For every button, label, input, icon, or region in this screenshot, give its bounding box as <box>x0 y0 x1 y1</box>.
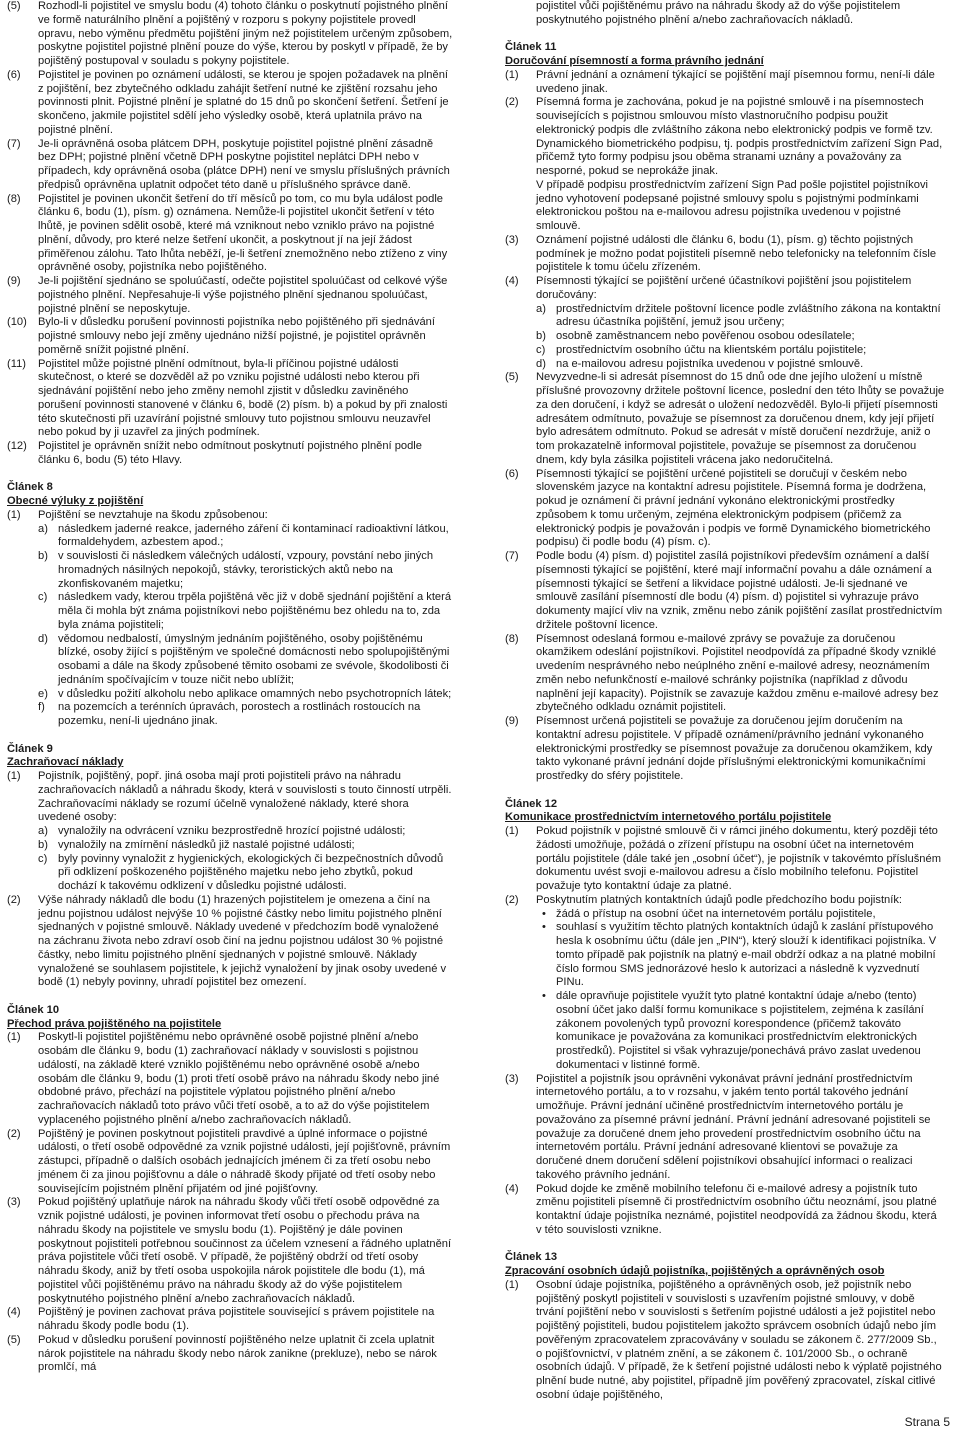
article-8 <box>7 481 453 729</box>
clause-item <box>7 0 453 69</box>
sub-item <box>38 839 453 853</box>
clause-number: (10) <box>7 316 27 329</box>
sub-item-text: prostřednictvím držitele poštovní licence podle zvláštního zákona na kontaktní adresu účastníka pojištění, jemuž jsou určeny; <box>556 302 941 329</box>
clause-number: (3) <box>505 1072 519 1085</box>
clause-text: Pojistník, pojištěný, popř. jiná osoba mají proti pojistiteli právo na náhradu zachraňovacích nákladů a náhradu škody, která v souvislosti s touto činností utrpěli. Zachraňovacími náklady se rozumí účelně vynaložené náklady, které shora uvedené osoby: <box>38 770 452 824</box>
sub-item-text: na pozemcích a terénních úpravách, porostech a rostlinách rostoucích na pozemku, není-li ujednáno jinak. <box>58 701 421 727</box>
sub-item-letter: b) <box>38 838 48 851</box>
sub-item-text: osobně zaměstnancem nebo pověřenou osobou odesílatele; <box>556 330 855 342</box>
clause-item <box>505 1073 945 1183</box>
clause-item <box>505 715 945 784</box>
clause-text: Písemnosti týkající se pojištění určené účastníkovi pojištění jsou pojistitelem doručovány: <box>536 275 912 301</box>
article-10-number: Článek 10 <box>7 1003 60 1016</box>
clause-number: (6) <box>505 467 519 480</box>
clause-item <box>505 825 945 894</box>
sub-item-letter: f) <box>38 701 45 714</box>
clause-text: Právní jednání a oznámení týkající se pojištění mají písemnou formu, není-li dále uvedeno jinak. <box>536 68 935 95</box>
clause-text: Pokud pojistník v pojistné smlouvě či v rámci jiného dokumentu, který později této žádosti umožňuje, požádá o zřízení přístupu na osobní účet na internetovém portálu pojistitele (dále také jen „osobní účet“), je pojistník v takovémto příslušném dokumentu uvést svoji e-mailovou adresu a číslo mobilního telefonu. Pojistitel považuje tyto kontaktní údaje za platné. <box>536 825 941 892</box>
clause-paragraph <box>505 179 945 234</box>
clause-text: Nevyzvedne-li si adresát písemnost do 15 dnů ode dne jejího uložení u místně příslušné provozovny držitele poštovní licence, poslední den této lhůty se považuje za den doručení, i když se adresát o uložení nedozvěděl. Bylo-li přijetí písemnosti adresátem odmítnuto, považuje se písemnost za doručenou dnem, kdy její přijetí bylo adresátem odmítnuto. Pokud se adresát v místě doručení nezdržuje, aniž o tom prokazatelně informoval pojistitele, považuje se písemnost za doručenou dnem, kdy byla zásilka pojistiteli vrácena jako nedoručitelná. <box>536 371 945 466</box>
sub-item-text: následkem jaderné reakce, jaderného záření či kontaminací radioaktivní látkou, formaldehydem, azbestem apod.; <box>58 522 449 549</box>
clause-number: (1) <box>505 68 519 81</box>
clause-text: Písemnosti týkající se pojištění určené pojistiteli se doručují v českém nebo slovenském jazyce na kontaktní adresu pojistitele. Písemná forma je dodržena, pokud je oznámení či právní jednání vykonáno elektronickými prostředky způsobem k tomu určeným, zejména elektronickým podpisem (přičemž za elektronický podpis je považován i podpis ve formě Dynamického biometrického podpisu) či podle bodu (4) písm. c). <box>536 467 931 549</box>
sub-item-text: vynaložily na odvrácení vzniku bezprostředně hrozící pojistné události; <box>58 825 406 837</box>
left-column <box>7 0 453 1375</box>
clause-item <box>7 1128 453 1197</box>
clause-number: (8) <box>505 632 519 645</box>
clause-number: (3) <box>7 1196 21 1209</box>
bullet-icon: • <box>542 990 546 1002</box>
clause-text: Pojistitel může pojistné plnění odmítnout, byla-li příčinou pojistné události skutečnost, o které se dozvěděl až po vzniku pojistné události nebo kterou při sjednávání pojištění nebo jeho změny nemohl zjistit v důsledku zaviněného porušení povinnosti stanovené v článku 6, bodě (2) písm. b) a pokud by při znalosti této skutečnosti při uzavírání pojistné smlouvy tuto pojistnou smlouvu neuzavřel nebo pokud by ji uzavřel za jiných podmínek. <box>38 357 448 439</box>
clause-number: (12) <box>7 440 27 452</box>
clause-text: Pojistitel je povinen po oznámení události, se kterou je spojen požadavek na plnění z pojištění, bez zbytečného odkladu zahájit šetření nutné ke zjištění rozsahu jeho povinnosti plnit. Pojistné plnění je splatné do 15 dnů po skončení šetření. Šetření je skončeno, jakmile pojistitel sdělí jeho výsledky osobě, která uplatnila právo na pojistné plnění. <box>38 68 449 136</box>
clause-item <box>7 193 453 276</box>
clause-number: (4) <box>7 1306 21 1319</box>
sub-item-text: vědomou nedbalostí, úmyslným jednáním pojištěného, osoby pojištěnému blízké, osoby žijící s pojištěným ve společné domácnosti nebo spolupojištěnými osobami a dále na škody způsobené těmito osobami ze svévole, škodolibosti či jednáním spočívajícím v touze ničit nebo ublížit; <box>58 632 450 686</box>
article-12-title: Komunikace prostřednictvím internetového portálu pojistitele <box>505 811 832 824</box>
clause-item <box>7 770 453 894</box>
clause-item <box>7 358 453 441</box>
sub-item <box>536 330 945 344</box>
sub-item-text: následkem vady, kterou trpěla pojištěná věc již v době sjednání pojištění a která měla či mohla být známa pojistníkovi nebo pojištěnému bez ohledu na to, zda byla známa pojistiteli; <box>58 591 452 631</box>
clause-text: Výše náhrady nákladů dle bodu (1) hrazených pojistitelem je omezena a činí na jednu pojistnou událost nejvýše 10 % pojistné částky nebo limitu pojistného plnění sjednaných v pojistné smlouvě. Náklady uvedené v předchozím bodě vynaložené na záchranu života nebo zdraví osob činí na jednu pojistnou událost 30 % pojistné částky, nebo limitu pojistného plnění sjednaných v pojistné smlouvě. Náklady vynaložené se souhlasem pojistitele, k jejichž vynaložení by jinak osoby uvedené v bodě (1) nebyly povinny, uhradí pojistitel bez omezení. <box>38 893 447 989</box>
clause-text: Poskytnutím platných kontaktních údajů podle předchozího bodu pojistník: <box>536 893 903 906</box>
clause-text: Pojistitel je povinen ukončit šetření do tří měsíců po tom, co mu byla událost podle článku 6, bodu (1), písm. g) oznámena. Nemůže-li pojistitel ukončit šetření v této lhůtě, je povinen sdělit osobě, které má vzniknout nebo vzniklo právo na pojistné plnění, důvody, pro které nelze šetření ukončit, a poskytnout jí na její žádost přiměřenou zálohu. Tato lhůta neběží, je-li šetření znemožněno nebo ztíženo z viny oprávněné osoby, pojistníka nebo pojištěného. <box>38 192 448 274</box>
sub-item <box>536 358 945 372</box>
sub-item <box>38 633 453 688</box>
clause-text: Osobní údaje pojistníka, pojištěného a oprávněných osob, jež pojistník nebo pojištěný poskytl pojistiteli v souvislosti s uzavřením pojistné smlouvy, v době trvání pojištění nebo v souvislosti s šetřením pojistné události a jež pojistitel nebo pojištěný pojistiteli, budou pojistitelem jakožto správcem osobních údajů nebo jím pověřeným zpracovatelem zpracovávány v souladu se zákonem č. 277/2009 Sb., o pojišťovnictví, v platném znění, a se zákonem č. 101/2000 Sb., o ochraně osobních údajů. V případě, že k šetření pojistné události nebo k výplatě pojistného plnění bude nutné, aby pojistitel, případně jím pověřený zpracovatel, získal citlivé osobní údaje pojištěného, <box>536 1278 942 1401</box>
clause-number: (5) <box>7 0 21 12</box>
sub-item-letter: c) <box>38 852 48 865</box>
clause-item <box>7 1031 453 1127</box>
article-7-continuation <box>7 0 453 468</box>
clause-continuation <box>505 0 945 28</box>
article-9-title: Zachraňovací náklady <box>7 756 124 769</box>
sub-item-letter: e) <box>38 687 48 700</box>
clause-text: Je-li pojištění sjednáno se spoluúčastí, odečte pojistitel spoluúčast od celkové výše pojistného plnění. Nepřesahuje-li výše pojistného plnění sjednanou spoluúčast, pojistné plnění se neposkytuje. <box>38 275 448 315</box>
sub-item <box>38 701 453 729</box>
bullet-icon: • <box>542 921 546 934</box>
article-10-title: Přechod práva pojištěného na pojistitele <box>7 1017 222 1030</box>
sub-item-letter: b) <box>38 550 48 562</box>
article-12-number: Článek 12 <box>505 797 558 810</box>
clause-item <box>505 1279 945 1403</box>
sub-item-letter: b) <box>536 330 546 342</box>
clause-item <box>7 1334 453 1375</box>
clause-number: (8) <box>7 192 21 205</box>
sub-item <box>38 591 453 632</box>
clause-item <box>7 1196 453 1306</box>
bullet-text: žádá o přístup na osobní účet na internetovém portálu pojistitele, <box>556 907 876 920</box>
bullet-item <box>536 908 945 922</box>
clause-text: Písemnost odeslaná formou e-mailové zprávy se považuje za doručenou okamžikem odeslání pojistníkovi. Pojistitel neodpovídá za případné škody vzniklé uvedením nesprávného nebo neúplného znění e-mailové adresy, neoznámením změn nebo nefunkčností e-mailové schránky pojistníka (například z důvodu naplnění její kapacity). Pojistník se zavazuje každou změnu e-mailové adresy bez zbytečného odkladu oznámit pojistiteli. <box>536 632 939 714</box>
clause-item <box>505 371 945 467</box>
sub-item-letter: c) <box>536 343 546 356</box>
bullet-text: souhlasí s využitím těchto platných kontaktních údajů k zaslání přístupového hesla k osobnímu účtu (dále jen „PIN“), který slouží k identifikaci pojistníka. V tomto případě pak pojistník na platný e-mail obdrží odkaz a na platné mobilní číslo formou SMS jednorázové heslo k autorizaci a následně k vyzvednutí PINu. <box>556 921 937 989</box>
bullet-icon: • <box>542 907 546 920</box>
clause-item <box>505 1183 945 1238</box>
clause-item <box>7 69 453 138</box>
clause-number: (9) <box>7 275 21 287</box>
clause-text: pojistitel vůči pojištěnému právo na náhradu škody až do výše pojistitelem poskytnutého pojistného plnění a/nebo zachraňovacích nákladů. <box>536 0 901 26</box>
sub-item-text: v důsledku požití alkoholu nebo aplikace omamných nebo psychotropních látek; <box>58 687 452 700</box>
article-11-number: Článek 11 <box>505 41 557 54</box>
clause-text: Písemná forma je zachována, pokud je na pojistné smlouvě i na písemnostech souvisejících s pojistnou smlouvou místo vlastnoručního podpisu použit elektronický podpis dle zvláštního zákona nebo elektronický podpis ve formě tzv. Dynamického biometrického podpisu, tj. podpis prostřednictvím zařízení Sign Pad, přičemž tyto formy podpisu jsou oběma stranami uznány a považovány za nesporné, pokud se neprokáže jinak. <box>536 96 943 177</box>
sub-item-letter: d) <box>536 357 546 370</box>
clause-text: Pokud pojištěný uplatňuje nárok na náhradu škody vůči třetí osobě odpovědné za vznik pojistné události, je povinen informovat třetí osobu o přechodu práva na náhradu škody na pojistitele ve smyslu bodu (1). Pojištěný je dále povinen poskytnout pojistiteli potřebnou součinnost za účelem vznesení a řádného uplatnění práva pojistitele vůči třetí osobě. V případě, že pojištěný obdrží od třetí osoby náhradu škody, aniž by třetí osoba uspokojila nárok pojistitele dle bodu (1), má pojistitel vůči pojištěnému právo na náhradu škody až do výše pojistitelem poskytnutého pojistného plnění a/nebo zachraňovacích nákladů. <box>38 1196 452 1305</box>
clause-text: Rozhodl-li pojistitel ve smyslu bodu (4) tohoto článku o poskytnutí pojistného plnění ve formě naturálního plnění a pojištěný v rozporu s pokyny pojistitele provedl opravu, nebo výměnu předmětu pojištění jiným než pojistitelem určeným způsobem, poskytne pojistitel pojistné plnění pouze do výše, kterou by poskytl v případě, že by pojištěný postupoval v souladu s pokyny pojistitele. <box>38 0 453 67</box>
clause-number: (1) <box>7 1031 21 1044</box>
sub-item <box>38 825 453 839</box>
clause-number: (4) <box>505 275 519 287</box>
clause-number: (5) <box>7 1333 21 1346</box>
clause-item <box>7 509 453 729</box>
clause-number: (11) <box>7 357 26 370</box>
clause-number: (2) <box>505 96 519 109</box>
clause-number: (2) <box>7 893 21 906</box>
sub-item-text: prostřednictvím osobního účtu na klientském portálu pojistitele; <box>556 343 867 356</box>
clause-item <box>7 138 453 193</box>
clause-item <box>505 894 945 1073</box>
clause-text: Je-li oprávněná osoba plátcem DPH, poskytuje pojistitel pojistné plnění zásadně bez DPH; pojistné plnění včetně DPH poskytne pojistitel neplátci DPH nebo v případech, kdy oprávněná osoba (plátce DPH) není ve smyslu příslušných právních předpisů oprávněna uplatnit odpočet této daně u příslušného správce daně. <box>38 137 450 191</box>
bullet-text: dále opravňuje pojistitele využít tyto platné kontaktní údaje a/nebo (tento) osobní účet jako další formu komunikace s pojistitelem, zejména k zasílání zákonem povolených typů provozní korespondence (přičemž takováto komunikace je považována za komunikaci prostřednictvím elektronických prostředků). Pojistitel si však vyhrazuje/ponechává právo zaslat uvedenou dokumentaci v listinné formě. <box>556 990 924 1071</box>
bullet-item <box>536 921 945 990</box>
sub-item-letter: a) <box>536 302 546 315</box>
article-10 <box>7 1004 453 1375</box>
clause-number: (1) <box>7 508 21 521</box>
clause-text: V případě podpisu prostřednictvím zařízení Sign Pad pošle pojistitel pojistníkovi jedno vyhotovení podepsané pojistné smlouvy spolu s pojistnými podmínkami elektronickou poštou na e-mailovou adresu pojistníka uvedenou v pojistné smlouvě. <box>536 178 928 232</box>
clause-text: Oznámení pojistné události dle článku 6, bodu (1), písm. g) těchto pojistných podmínek je možno podat pojistiteli písemně nebo telefonicky na telefonním čísle pojistitele k tomu účelu zřízeném. <box>536 233 937 274</box>
clause-text: Pokud v důsledku porušení povinností pojištěného nelze uplatnit či zcela uplatnit nárok pojistitele na náhradu škody nebo nárok zanikne (prekluze), nebo se nárok promlčí, má <box>38 1333 437 1374</box>
bullet-item <box>536 990 945 1073</box>
clause-item <box>7 275 453 316</box>
clause-text: Písemnost určená pojistiteli se považuje za doručenou jejím doručením na kontaktní adresu pojistitele. V případě oznámení/právního jednání vykonaného elektronickými prostředky se písemnost považuje za doručenou okamžikem, kdy takto vykonané právní jednání dojde příslušnými elektronickými komunikačními prostředky do sféry pojistitele. <box>536 715 933 782</box>
clause-text: Podle bodu (4) písm. d) pojistitel zasílá pojistníkovi především oznámení a další písemnosti týkající se pojištění, které mají informační povahu a dále oznámení a písemnosti týkající se šetření a likvidace pojistné události. Je-li sjednané ve smlouvě zasílání písemností dle bodu (4) písm. d) pojistitel si vyhrazuje právo dokumenty mající vliv na vznik, změnu nebo zánik pojištění zasílat prostřednictvím držitele poštovní licence. <box>536 550 943 631</box>
clause-text: Pokud dojde ke změně mobilního telefonu či e-mailové adresy a pojistník tuto změnu pojistiteli písemně či prostřednictvím osobního účtu neoznámí, jsou platné kontaktní údaje pojistníka neznámé, pojistitel neodpovídá za žádnou škodu, která v této souvislosti vznikne. <box>536 1182 937 1236</box>
clause-number: (2) <box>505 893 519 906</box>
clause-number: (7) <box>505 550 519 562</box>
clause-number: (2) <box>7 1127 21 1140</box>
article-8-title: Obecné výluky z pojištění <box>7 495 144 507</box>
clause-item <box>505 96 945 179</box>
clause-text: Bylo-li v důsledku porušení povinnosti pojistníka nebo pojištěného při sjednávání pojistné smlouvy nebo její změny ujednáno nižší pojistné, je pojistitel oprávněn poměrně snížit pojistné plnění. <box>38 316 435 356</box>
sub-item-letter: c) <box>38 591 48 604</box>
clause-number: (3) <box>505 233 519 246</box>
right-column <box>505 0 945 1403</box>
clause-item <box>7 894 453 990</box>
clause-item <box>7 1306 453 1334</box>
article-9 <box>7 743 453 991</box>
clause-number: (6) <box>7 68 21 81</box>
article-9-number: Článek 9 <box>7 742 53 755</box>
sub-item-text: byly povinny vynaložit z hygienických, ekologických či bezpečnostních důvodů při odklizení poškozeného pojištěného majetku nebo jeho zbytků, pokud dochází k takovému odklizení v důsledku pojistné události. <box>58 852 444 892</box>
clause-item <box>505 69 945 97</box>
clause-item <box>505 234 945 275</box>
clause-number: (1) <box>505 825 519 837</box>
clause-item <box>505 550 945 633</box>
sub-item <box>38 550 453 591</box>
article-13 <box>505 1251 945 1402</box>
clause-text: Pojistitel a pojistník jsou oprávněni vykonávat právní jednání prostřednictvím internetového portálu, a to v rozsahu, v jakém tento portál takového jednání umožňuje. Právní jednání učiněné prostřednictvím internetového portálu je považováno za písemné právní jednání. Právní jednání adresované pojistiteli se považuje za doručené dnem jeho provedení prostřednictvím osobního účtu na internetovém portálu. Právní jednání adresované klientovi se považuje za doručené dnem doručení sdělení pojistníkovi obsahující informaci o realizaci takového právního jednání. <box>536 1072 931 1181</box>
sub-item <box>536 344 945 358</box>
clause-item <box>505 275 945 371</box>
article-11 <box>505 41 945 784</box>
clause-text: Pojištěný je povinen zachovat práva pojistitele související s právem pojistitele na náhradu škody podle bodu (1). <box>38 1306 435 1332</box>
sub-item-letter: a) <box>38 522 48 535</box>
clause-item <box>505 468 945 551</box>
sub-item-text: v souvislosti či následkem válečných událostí, vzpoury, povstání nebo jiných hromadných násilných nepokojů, stávky, teroristických aktů nebo na zkonfiskovaném majetku; <box>58 550 434 590</box>
clause-text: Poskytl-li pojistitel pojištěnému nebo oprávněné osobě pojistné plnění a/nebo osobám dle článku 9, bodu (1) zachraňovací náklady v souvislosti s pojistnou událostí, na základě které vzniklo pojištěnému nebo oprávněné osobě a/nebo osobám dle článku 9, bodu (1) proti třetí osobě právo na náhradu škody nebo jiné obdobné právo, přechází na pojistitele výplatou pojistného plnění a/nebo zachraňovacích nákladů toto právo vůči třetí osobě, a to až do výše pojistitelem vyplaceného pojistného plnění a/nebo zachraňovacích nákladů. <box>38 1031 440 1126</box>
clause-text: Pojištění se nevztahuje na škodu způsobenou: <box>38 508 268 521</box>
article-12 <box>505 798 945 1238</box>
clause-number: (1) <box>7 770 21 782</box>
sub-item <box>38 688 453 702</box>
clause-item <box>7 316 453 357</box>
sub-item-text: na e-mailovou adresu pojistníka uvedenou v pojistné smlouvě. <box>556 357 864 370</box>
page-number: Strana 5 <box>904 1415 950 1429</box>
article-11-title: Doručování písemností a forma právního jednání <box>505 55 764 67</box>
sub-item <box>38 853 453 894</box>
article-13-number: Článek 13 <box>505 1251 558 1264</box>
clause-text: Pojistitel je oprávněn snížit nebo odmítnout poskytnutí pojistného plnění podle článku 6, bodu (5) této Hlavy. <box>38 440 422 466</box>
article-13-title: Zpracování osobních údajů pojistníka, pojištěných a oprávněných osob <box>505 1265 885 1277</box>
clause-text: Pojištěný je povinen poskytnout pojistiteli pravdivé a úplné informace o pojistné události, o třetí osobě odpovědné za vznik pojistné události, její pojišťovně, právním zástupci, případně o dalších osobách jednajících jménem či za třetí osobu nebo jménem či za jinou pojišťovnu a dále o náhradě škody přijaté od třetí osoby nebo souvisejícím pojistném plnění přijatém od jiné pojišťovny. <box>38 1127 451 1195</box>
clause-number: (7) <box>7 137 21 150</box>
sub-item <box>536 303 945 331</box>
clause-number: (1) <box>505 1278 519 1291</box>
article-8-number: Článek 8 <box>7 481 53 494</box>
clause-number: (4) <box>505 1182 519 1195</box>
sub-item-text: vynaložily na zmírnění následků již nastalé pojistné události; <box>58 838 355 851</box>
sub-item-letter: a) <box>38 825 48 837</box>
clause-item <box>7 440 453 468</box>
sub-item-letter: d) <box>38 632 48 645</box>
sub-item <box>38 523 453 551</box>
clause-number: (5) <box>505 371 519 384</box>
clause-item <box>505 633 945 716</box>
clause-number: (9) <box>505 715 519 727</box>
